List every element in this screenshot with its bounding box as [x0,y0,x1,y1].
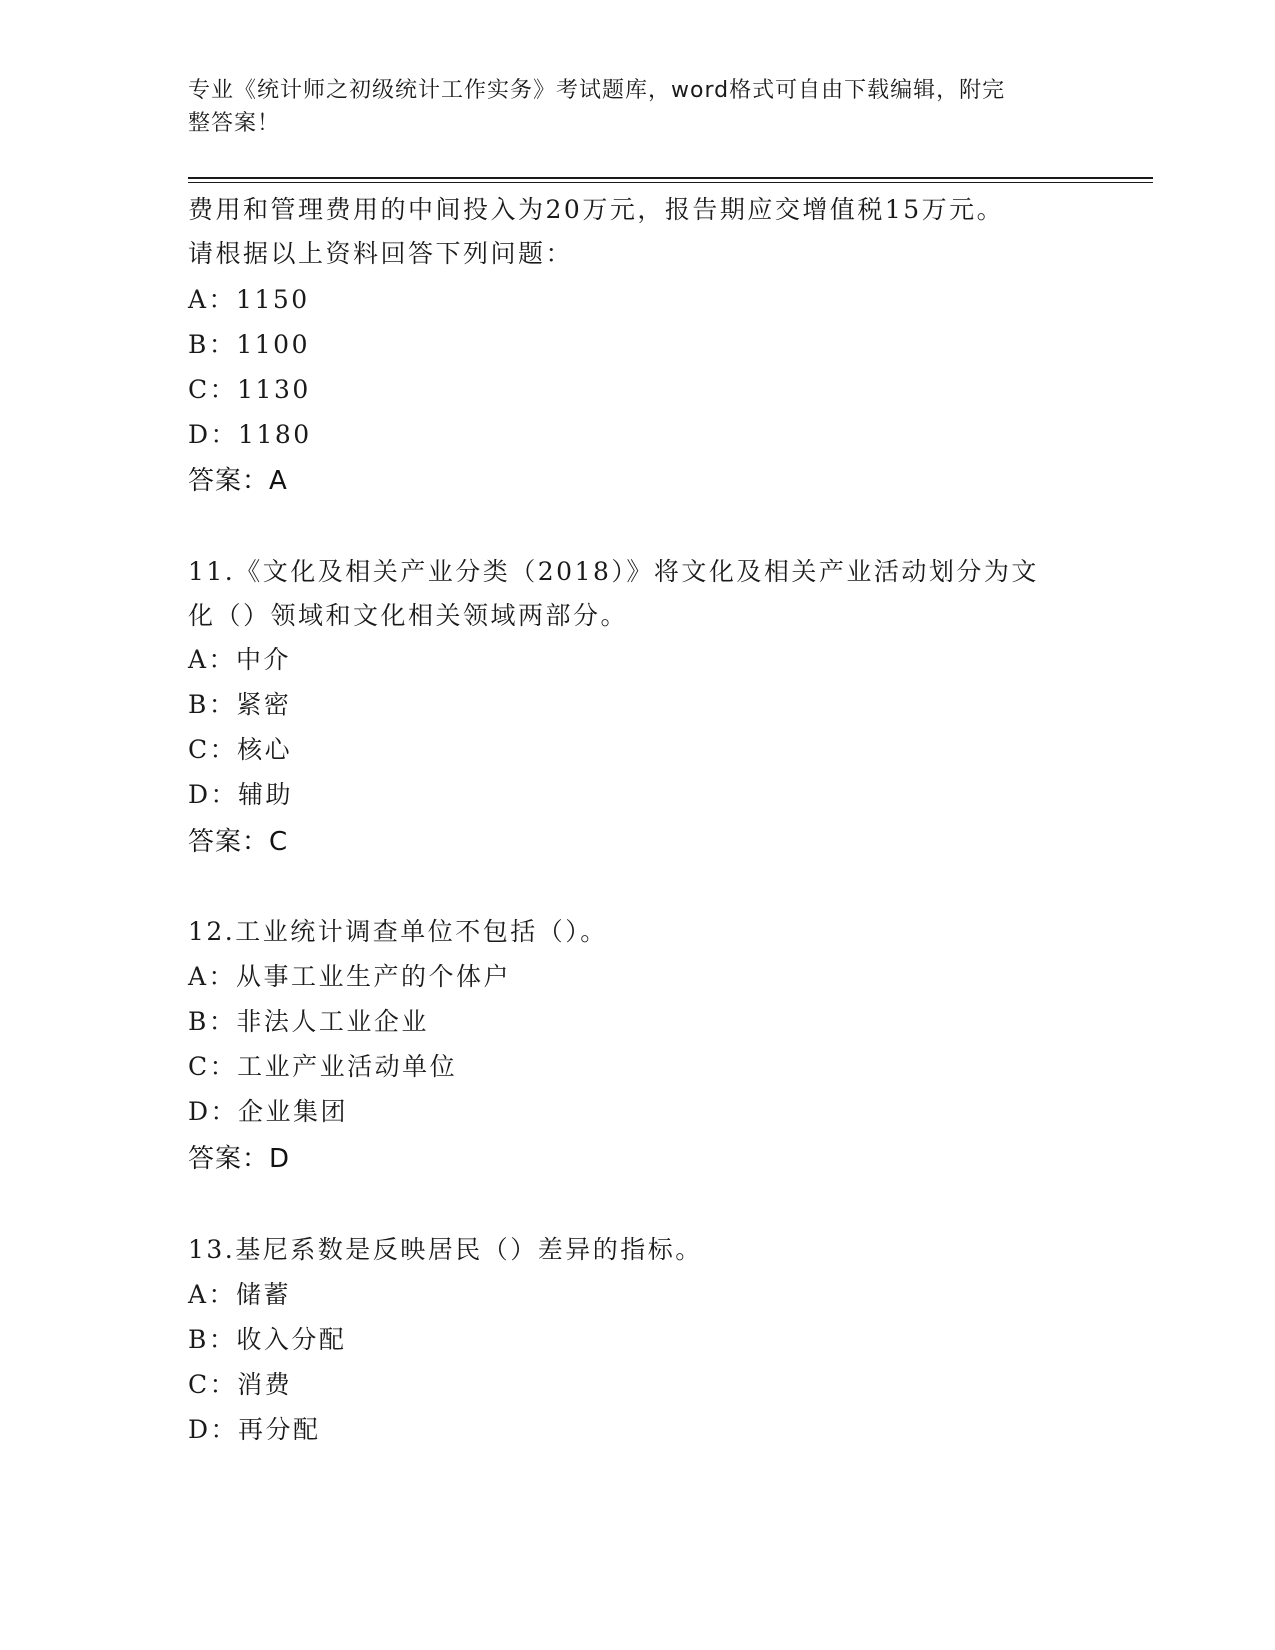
question-12-text: 12.工业统计调查单位不包括（）。 [188,917,608,946]
question-12-option-c: C：工业产业活动单位 [188,1052,458,1081]
question-11-option-c: C：核心 [188,735,293,764]
question-13-text: 13.基尼系数是反映居民（）差异的指标。 [188,1235,703,1264]
question-11-text-line-1: 11.《文化及相关产业分类（2018）》将文化及相关产业活动划分为文 [188,557,1039,586]
question-12-answer: 答案：D [188,1144,291,1174]
question-13-option-b: B：收入分配 [188,1325,347,1354]
header-line-1: 专业《统计师之初级统计工作实务》考试题库，word格式可自由下载编辑，附完 [188,78,1006,103]
question-13-option-d: D：再分配 [188,1415,321,1444]
option-b: B：1100 [188,330,310,359]
question-12-option-b: B：非法人工业企业 [188,1007,429,1036]
option-c: C：1130 [188,375,311,404]
question-13-option-a: A：储蓄 [188,1280,292,1309]
header-line-2: 整答案！ [188,111,281,136]
question-13-option-c: C：消费 [188,1370,293,1399]
question-11-option-b: B：紧密 [188,690,292,719]
question-11-option-d: D：辅助 [188,780,294,809]
question-12-option-a: A：从事工业生产的个体户 [188,962,512,991]
document-header [188,74,1078,140]
answer-label: 答案：A [188,466,288,496]
question-12-option-d: D：企业集团 [188,1097,349,1126]
question-11-text-line-2: 化（）领域和文化相关领域两部分。 [188,601,629,630]
option-d: D：1180 [188,420,312,449]
question-text-line: 费用和管理费用的中间投入为20万元，报告期应交增值税15万元。 [188,195,1005,224]
question-11-option-a: A：中介 [188,645,292,674]
question-text-line: 请根据以上资料回答下列问题： [188,239,574,268]
option-a: A：1150 [188,285,310,314]
question-11-answer: 答案：C [188,827,289,857]
header-divider-thin [188,182,1153,183]
header-divider-thick [188,177,1153,179]
